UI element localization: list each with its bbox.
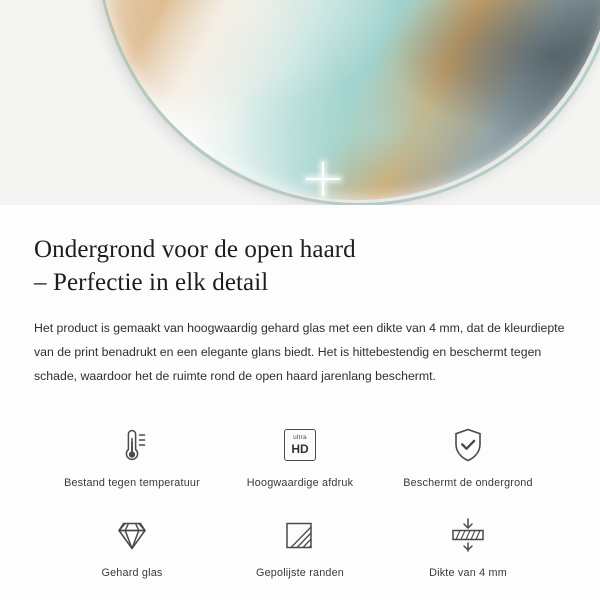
feature-label: Dikte van 4 mm [429, 566, 507, 579]
content-block [0, 205, 600, 587]
badge-bottom-text: HD [291, 441, 309, 456]
feature-item-thickness [384, 507, 552, 587]
diamond-icon [112, 513, 152, 557]
page-title-line-2: – Perfectie in elk detail [34, 269, 269, 296]
feature-item-polished-edges [216, 507, 384, 587]
ultra-hd-badge-icon [284, 423, 316, 467]
feature-item-surface-protection [384, 417, 552, 497]
badge-top-text: ultra [293, 434, 307, 442]
feature-label: Bestand tegen temperatuur [64, 476, 200, 489]
shield-check-icon [449, 423, 487, 467]
thermometer-icon [112, 423, 152, 467]
page-title [34, 233, 566, 299]
feature-label: Hoogwaardige afdruk [246, 476, 354, 489]
feature-label: Beschermt de ondergrond [403, 476, 533, 489]
thickness-4mm-icon [447, 513, 489, 557]
feature-label: Gehard glas [101, 566, 163, 579]
feature-item-tempered-glass [48, 507, 216, 587]
page-title-line-1: Ondergrond voor de open haard [34, 236, 356, 263]
product-description: Het product is gemaakt van hoogwaardig gehard glas met een dikte van 4 mm, dat de kleurdiepte van de print benadrukt en een elegante glans biedt. Het is hittebestendig en beschermt tegen schade, waardoor het de ruimte rond de open haard jarenlang beschermt. [34, 321, 565, 383]
polished-edges-icon [281, 513, 319, 557]
feature-label: Gepolijste randen [255, 566, 345, 579]
feature-item-print-quality [216, 417, 384, 497]
feature-grid [34, 417, 566, 587]
feature-item-temperature [48, 417, 216, 497]
hero-image [0, 0, 600, 205]
